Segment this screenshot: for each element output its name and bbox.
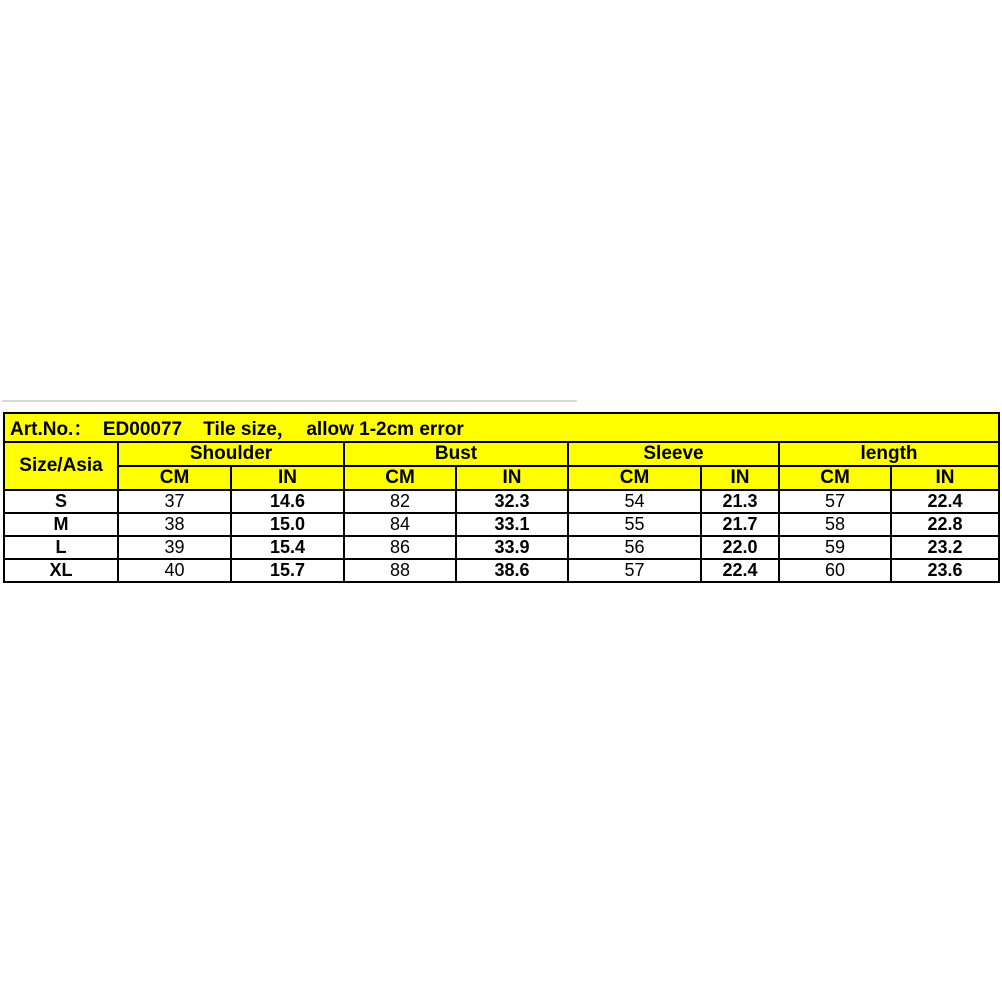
cell-m-bust-in: 33.1: [456, 513, 568, 536]
cell-m-length-cm: 58: [779, 513, 891, 536]
cell-l-shoulder-cm: 39: [118, 536, 231, 559]
header-length: length: [779, 442, 999, 466]
header-size-asia: Size/Asia: [4, 442, 118, 490]
cell-xl-sleeve-cm: 57: [568, 559, 701, 582]
cell-xl-bust-in: 38.6: [456, 559, 568, 582]
cell-s-length-in: 22.4: [891, 490, 999, 513]
cell-m-size: M: [4, 513, 118, 536]
header-bust-in: IN: [456, 466, 568, 490]
cell-xl-shoulder-cm: 40: [118, 559, 231, 582]
cell-s-sleeve-cm: 54: [568, 490, 701, 513]
cell-xl-sleeve-in: 22.4: [701, 559, 779, 582]
cell-xl-bust-cm: 88: [344, 559, 456, 582]
size-row-l: [4, 536, 999, 559]
size-chart-table: [3, 412, 1000, 583]
size-row-s: [4, 490, 999, 513]
header-length-cm: CM: [779, 466, 891, 490]
cell-l-shoulder-in: 15.4: [231, 536, 344, 559]
header-group-row: [4, 442, 999, 466]
cell-s-shoulder-cm: 37: [118, 490, 231, 513]
header-bust: Bust: [344, 442, 568, 466]
cell-s-length-cm: 57: [779, 490, 891, 513]
header-bust-cm: CM: [344, 466, 456, 490]
header-unit-row: [4, 466, 999, 490]
cell-m-sleeve-in: 21.7: [701, 513, 779, 536]
size-row-xl: [4, 559, 999, 582]
cell-m-length-in: 22.8: [891, 513, 999, 536]
cell-xl-length-in: 23.6: [891, 559, 999, 582]
title-row: [4, 413, 999, 442]
cell-s-size: S: [4, 490, 118, 513]
cell-l-bust-in: 33.9: [456, 536, 568, 559]
artifact-line: [2, 400, 577, 402]
header-shoulder-in: IN: [231, 466, 344, 490]
header-sleeve-in: IN: [701, 466, 779, 490]
size-row-m: [4, 513, 999, 536]
cell-m-shoulder-cm: 38: [118, 513, 231, 536]
cell-m-bust-cm: 84: [344, 513, 456, 536]
cell-s-bust-cm: 82: [344, 490, 456, 513]
cell-s-bust-in: 32.3: [456, 490, 568, 513]
header-sleeve: Sleeve: [568, 442, 779, 466]
cell-l-bust-cm: 86: [344, 536, 456, 559]
cell-l-size: L: [4, 536, 118, 559]
cell-m-shoulder-in: 15.0: [231, 513, 344, 536]
header-shoulder: Shoulder: [118, 442, 344, 466]
table-title: Art.No.： ED00077 Tile size， allow 1-2cm error: [4, 413, 999, 442]
cell-xl-shoulder-in: 15.7: [231, 559, 344, 582]
cell-xl-size: XL: [4, 559, 118, 582]
cell-s-shoulder-in: 14.6: [231, 490, 344, 513]
cell-l-length-cm: 59: [779, 536, 891, 559]
cell-s-sleeve-in: 21.3: [701, 490, 779, 513]
header-length-in: IN: [891, 466, 999, 490]
cell-l-sleeve-in: 22.0: [701, 536, 779, 559]
cell-xl-length-cm: 60: [779, 559, 891, 582]
cell-m-sleeve-cm: 55: [568, 513, 701, 536]
header-shoulder-cm: CM: [118, 466, 231, 490]
cell-l-length-in: 23.2: [891, 536, 999, 559]
cell-l-sleeve-cm: 56: [568, 536, 701, 559]
header-sleeve-cm: CM: [568, 466, 701, 490]
